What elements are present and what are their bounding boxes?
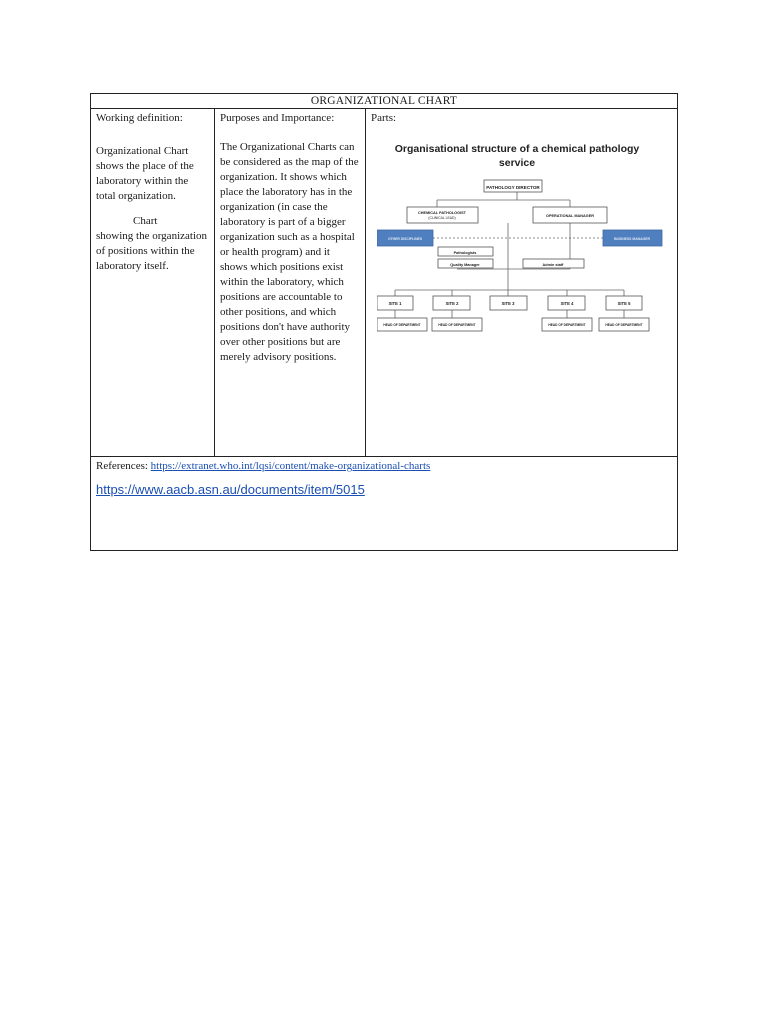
site-1-box: SITE 1 xyxy=(388,301,402,306)
head-of-department-2: HEAD OF DEPARTMENT xyxy=(438,323,476,327)
parts-cell xyxy=(366,109,678,457)
clinical-lead-label: (CLINICAL LEAD) xyxy=(428,216,456,220)
head-of-department-1: HEAD OF DEPARTMENT xyxy=(383,323,421,327)
references-label: References: xyxy=(96,460,148,472)
purposes-header: Purposes and Importance: xyxy=(220,112,335,124)
site-4-box: SITE 4 xyxy=(560,301,574,306)
working-definition-cell xyxy=(91,109,215,457)
working-definition-paragraph: Organizational Chart shows the place of the laboratory within the total organization. xyxy=(96,145,194,202)
purposes-paragraph: The Organizational Charts can be considered as the map of the organization. It shows which place the laboratory has in the organization (in case the laboratory is part of a bigger organization such as a hospital or health program) and it shows which positions exist within the laboratory, which positions are accountable to other positions, and which positions don't have authority over other positions but are merely advisory positions. xyxy=(220,141,359,363)
working-definition-paragraph-2: showing the organization of positions within the laboratory itself. xyxy=(96,230,207,272)
references-cell xyxy=(91,457,678,551)
head-of-department-4: HEAD OF DEPARTMENT xyxy=(548,323,586,327)
head-of-department-5: HEAD OF DEPARTMENT xyxy=(605,323,643,327)
org-chart-title-line2: service xyxy=(498,157,536,169)
business-manager-box: BUSINESS MANAGER xyxy=(614,237,650,241)
quality-manager-box: Quality Manager xyxy=(450,263,480,267)
other-disciplines-box: OTHER DISCIPLINES xyxy=(387,237,423,241)
parts-header: Parts: xyxy=(371,112,397,124)
pathology-director-box: PATHOLOGY DIRECTOR xyxy=(486,185,540,190)
org-chart-title: Organisational structure of a chemical pathology xyxy=(394,143,640,155)
admin-staff-box: Admin staff xyxy=(542,263,564,267)
table-title: ORGANIZATIONAL CHART xyxy=(91,94,678,109)
pathologists-box: Pathologists xyxy=(453,251,477,255)
site-5-box: SITE 5 xyxy=(617,301,631,306)
site-2-box: SITE 2 xyxy=(445,301,459,306)
purposes-cell xyxy=(215,109,366,457)
document-table xyxy=(90,93,678,551)
who-reference-link[interactable]: https://extranet.who.int/lqsi/content/make-organizational-charts xyxy=(150,460,431,472)
aacb-reference-link[interactable]: https://www.aacb.asn.au/documents/item/5015 xyxy=(96,482,365,497)
working-definition-header: Working definition: xyxy=(96,112,183,124)
chemical-pathologist-box: CHEMICAL PATHOLOGIST xyxy=(418,211,466,215)
org-chart-figure xyxy=(377,134,667,352)
site-3-box: SITE 3 xyxy=(501,301,515,306)
chart-word: Chart xyxy=(133,215,158,227)
operational-manager-box: OPERATIONAL MANAGER xyxy=(546,214,594,218)
